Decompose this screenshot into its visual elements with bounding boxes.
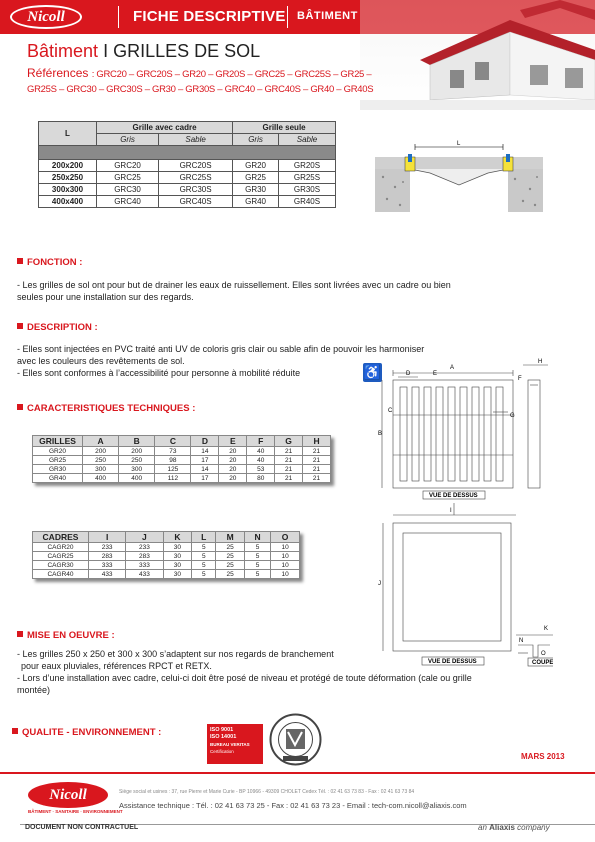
- label-top-view: VUE DE DESSUS: [429, 493, 478, 499]
- cell: 30: [163, 570, 192, 579]
- footer-nicoll-logo: Nicoll: [28, 782, 108, 808]
- text-line: - Les grilles 250 x 250 et 300 x 300 s’adaptent sur nos regards de branchement: [17, 649, 334, 659]
- cell: 40: [247, 447, 275, 456]
- cell: 20: [219, 447, 247, 456]
- cell: 433: [126, 570, 163, 579]
- cell: GR25: [233, 172, 279, 184]
- cell: 125: [155, 465, 191, 474]
- aliaxis-company: [478, 823, 550, 832]
- cell: 21: [303, 465, 331, 474]
- dim-label-j: J: [378, 581, 381, 587]
- text-line: - Elles sont injectées en PVC traité anti UV de coloris gris clair ou sable afin de pouvoir les harmoniser: [17, 344, 425, 354]
- table-row: [33, 474, 331, 483]
- cell: 10: [271, 570, 300, 579]
- label-section: COUPE: [532, 660, 553, 666]
- cell: 80: [247, 474, 275, 483]
- references-line1: [27, 66, 371, 80]
- cell: GR40: [233, 196, 279, 208]
- cell: 200: [83, 447, 119, 456]
- bullet-square-icon: [17, 258, 23, 264]
- section-title-text: DESCRIPTION :: [27, 322, 98, 333]
- col-header: M: [216, 532, 245, 543]
- dim-label-a: A: [450, 365, 455, 371]
- references-label: Références: [27, 66, 89, 80]
- footer-address: Siège social et usines : 37, rue Pierre et Marie Curie - BP 10966 - 49309 CHOLET Cedex Tél. : 02 41 63 73 83 - Fax : 02 41 63 73 84: [119, 789, 415, 795]
- cell: 20: [219, 456, 247, 465]
- cell: 5: [192, 552, 216, 561]
- dim-label-b: B: [378, 431, 383, 437]
- cell: 14: [191, 465, 219, 474]
- section-title-caracteristiques: [17, 403, 195, 414]
- references-line2: GR25S – GRC30 – GRC30S – GR30 – GR30S – GRC40 – GRC40S – GR40 – GR40S: [27, 84, 374, 95]
- company-prefix: an: [478, 823, 487, 832]
- sub-header: Sable: [278, 134, 335, 146]
- iso-9001: ISO 9001: [210, 727, 234, 733]
- cell: 21: [303, 447, 331, 456]
- cell: GRC20S: [159, 160, 233, 172]
- cell: GRC25S: [159, 172, 233, 184]
- cell: 25: [216, 543, 245, 552]
- cell: 5: [245, 552, 271, 561]
- footer-assistance: Assistance technique : Tél. : 02 41 63 73 25 - Fax : 02 41 63 73 23 - Email : tech-com.nicoll@aliaxis.com: [119, 801, 467, 810]
- cell: 5: [245, 561, 271, 570]
- col-header: E: [219, 436, 247, 447]
- cell: 73: [155, 447, 191, 456]
- bullet-square-icon: [12, 728, 18, 734]
- col-header: N: [245, 532, 271, 543]
- cell: 250: [119, 456, 155, 465]
- cell: 200: [119, 447, 155, 456]
- cell: 25: [216, 552, 245, 561]
- cell: 283: [126, 552, 163, 561]
- col-header: B: [119, 436, 155, 447]
- cell: GR20S: [278, 160, 335, 172]
- cell: 400: [119, 474, 155, 483]
- section-title-text: CARACTERISTIQUES TECHNIQUES :: [27, 403, 196, 414]
- title-main: GRILLES DE SOL: [113, 41, 261, 61]
- table-row: [39, 160, 336, 172]
- cell: GR25S: [278, 172, 335, 184]
- dim-label-i: I: [450, 508, 452, 514]
- cell: 10: [271, 561, 300, 570]
- cell: 30: [163, 543, 192, 552]
- col-header: K: [163, 532, 192, 543]
- table-row: [33, 570, 300, 579]
- technical-drawings: [378, 355, 553, 673]
- section-title-qualite: [12, 727, 161, 738]
- references-text1: : GRC20 – GRC20S – GR20 – GR20S – GRC25 – GRC25S – GR25 –: [91, 69, 372, 80]
- cell: 300x300: [39, 184, 97, 196]
- table-row: [39, 172, 336, 184]
- section-title-text: FONCTION :: [27, 257, 83, 268]
- spacer-row: [39, 146, 336, 160]
- section-title-fonction: [17, 257, 82, 268]
- table-row: [39, 196, 336, 208]
- cell: 21: [303, 474, 331, 483]
- cell: 25: [216, 561, 245, 570]
- cell: GR40: [33, 474, 83, 483]
- cell: 333: [89, 561, 126, 570]
- bureau-veritas-text: BUREAU VERITAS: [210, 742, 250, 747]
- section-title-mise-en-oeuvre: [17, 630, 115, 641]
- cell: 21: [303, 456, 331, 465]
- cell: 30: [163, 561, 192, 570]
- cadres-table: [32, 531, 300, 579]
- cell: 400: [83, 474, 119, 483]
- category-label: BÂTIMENT: [297, 10, 358, 22]
- text-line: - Elles sont conformes à l’accessibilité pour personne à mobilité réduite: [17, 368, 301, 378]
- cell: 400x400: [39, 196, 97, 208]
- dim-label-f: F: [518, 376, 522, 382]
- table-row: [33, 543, 300, 552]
- table-row: [33, 447, 331, 456]
- bureau-veritas-seal-icon: [268, 712, 323, 767]
- col-header: D: [191, 436, 219, 447]
- cell: 20: [219, 465, 247, 474]
- cell: 20: [219, 474, 247, 483]
- cell: 233: [126, 543, 163, 552]
- group-grid-only: Grille seule: [233, 122, 336, 134]
- col-header: CADRES: [33, 532, 89, 543]
- bullet-square-icon: [17, 404, 23, 410]
- cell: 300: [83, 465, 119, 474]
- cell: GRC40S: [159, 196, 233, 208]
- aliaxis-logo: Aliaxis: [489, 823, 515, 832]
- cell: 233: [89, 543, 126, 552]
- grilles-table: [32, 435, 331, 483]
- text-line: - Les grilles de sol ont pour but de drainer les eaux de ruissellement. Elles sont livrées avec un cadre ou bien: [17, 280, 451, 290]
- page-title: [27, 41, 260, 62]
- col-header: C: [155, 436, 191, 447]
- section-drawing: [375, 137, 543, 212]
- table-row: [33, 552, 300, 561]
- title-prefix: Bâtiment: [27, 41, 99, 61]
- col-header: J: [126, 532, 163, 543]
- col-l-header: L: [39, 122, 97, 146]
- footer-tagline: BÂTIMENT · SANITAIRE · ENVIRONNEMENT: [28, 809, 123, 814]
- product-table: [38, 121, 336, 208]
- cell: 250x250: [39, 172, 97, 184]
- nicoll-logo: Nicoll: [10, 5, 82, 29]
- text-line: seules pour une installation sur des regards.: [17, 292, 194, 302]
- cell: GR40S: [278, 196, 335, 208]
- cell: CAGR40: [33, 570, 89, 579]
- accessibility-icon: ♿: [363, 364, 382, 380]
- col-header: O: [271, 532, 300, 543]
- dim-label-h: H: [538, 359, 543, 365]
- dim-label-n: N: [519, 638, 524, 644]
- cell: 333: [126, 561, 163, 570]
- cell: 17: [191, 474, 219, 483]
- cell: GR30: [233, 184, 279, 196]
- cell: 53: [247, 465, 275, 474]
- group-with-frame: Grille avec cadre: [97, 122, 233, 134]
- cell: 21: [275, 447, 303, 456]
- company-suffix: company: [517, 823, 550, 832]
- cell: 5: [245, 543, 271, 552]
- cell: 112: [155, 474, 191, 483]
- title-separator: I: [103, 41, 109, 61]
- dim-label-c: C: [388, 408, 393, 414]
- table-row: [33, 465, 331, 474]
- cell: CAGR25: [33, 552, 89, 561]
- cell: GRC40: [97, 196, 159, 208]
- cell: 200x200: [39, 160, 97, 172]
- cell: GRC30: [97, 184, 159, 196]
- cell: 30: [163, 552, 192, 561]
- bullet-square-icon: [17, 323, 23, 329]
- sub-header: Gris: [233, 134, 279, 146]
- col-header: G: [275, 436, 303, 447]
- section-title-text: MISE EN OEUVRE :: [27, 630, 115, 641]
- label-top-view-2: VUE DE DESSUS: [428, 659, 477, 665]
- dim-label-g: G: [510, 413, 515, 419]
- cell: CAGR20: [33, 543, 89, 552]
- doc-date: MARS 2013: [521, 752, 565, 761]
- cell: GRC30S: [159, 184, 233, 196]
- header-divider: [287, 6, 288, 28]
- text-line: montée): [17, 685, 51, 695]
- iso-14001: ISO 14001: [210, 734, 237, 740]
- table-row: [33, 561, 300, 570]
- col-header: L: [192, 532, 216, 543]
- cell: GR30S: [278, 184, 335, 196]
- fonction-text: [17, 279, 451, 303]
- col-header: F: [247, 436, 275, 447]
- bullet-square-icon: [17, 631, 23, 637]
- cell: 433: [89, 570, 126, 579]
- cell: 5: [192, 570, 216, 579]
- text-line: pour eaux pluviales, références RPCT et RETX.: [21, 661, 212, 671]
- cell: 283: [89, 552, 126, 561]
- text-line: avec les couleurs des revêtements de sol.: [17, 356, 185, 366]
- cell: 40: [247, 456, 275, 465]
- cell: GRC20: [97, 160, 159, 172]
- dim-label-o: O: [541, 651, 546, 657]
- cell: 10: [271, 552, 300, 561]
- table-row: [33, 456, 331, 465]
- col-header: I: [89, 532, 126, 543]
- cell: 14: [191, 447, 219, 456]
- cell: 17: [191, 456, 219, 465]
- cell: 21: [275, 456, 303, 465]
- cell: CAGR30: [33, 561, 89, 570]
- cell: GR20: [233, 160, 279, 172]
- house-illustration: [360, 0, 595, 110]
- doc-type: FICHE DESCRIPTIVE: [133, 8, 286, 25]
- col-header: H: [303, 436, 331, 447]
- dim-label-e: E: [433, 371, 438, 377]
- sub-header: Gris: [97, 134, 159, 146]
- cell: 25: [216, 570, 245, 579]
- section-title-text: QUALITE - ENVIRONNEMENT :: [22, 727, 162, 738]
- cell: 98: [155, 456, 191, 465]
- dim-label-k: K: [544, 626, 549, 632]
- cell: GR20: [33, 447, 83, 456]
- cell: 300: [119, 465, 155, 474]
- footer-divider: [0, 772, 595, 774]
- dim-label-l: L: [457, 141, 461, 147]
- col-header: GRILLES: [33, 436, 83, 447]
- header-divider: [118, 6, 119, 28]
- dim-label-d: D: [406, 371, 411, 377]
- cell: GRC25: [97, 172, 159, 184]
- cell: 5: [192, 561, 216, 570]
- cell: 21: [275, 465, 303, 474]
- sub-header: Sable: [159, 134, 233, 146]
- text-line: - Lors d’une installation avec cadre, celui-ci doit être posé de niveau et protégé de toute déformation (cale ou grille: [17, 673, 472, 683]
- cell: 10: [271, 543, 300, 552]
- col-header: A: [83, 436, 119, 447]
- table-row: [39, 184, 336, 196]
- cell: 21: [275, 474, 303, 483]
- cell: 250: [83, 456, 119, 465]
- cell: GR25: [33, 456, 83, 465]
- cell: 5: [192, 543, 216, 552]
- certification-text: Certification: [210, 749, 234, 754]
- footer-disclaimer: DOCUMENT NON CONTRACTUEL: [25, 824, 139, 831]
- iso-certification-badge: [207, 724, 263, 764]
- cell: 5: [245, 570, 271, 579]
- section-title-description: [17, 322, 98, 333]
- cell: GR30: [33, 465, 83, 474]
- mise-en-oeuvre-text: [17, 648, 472, 696]
